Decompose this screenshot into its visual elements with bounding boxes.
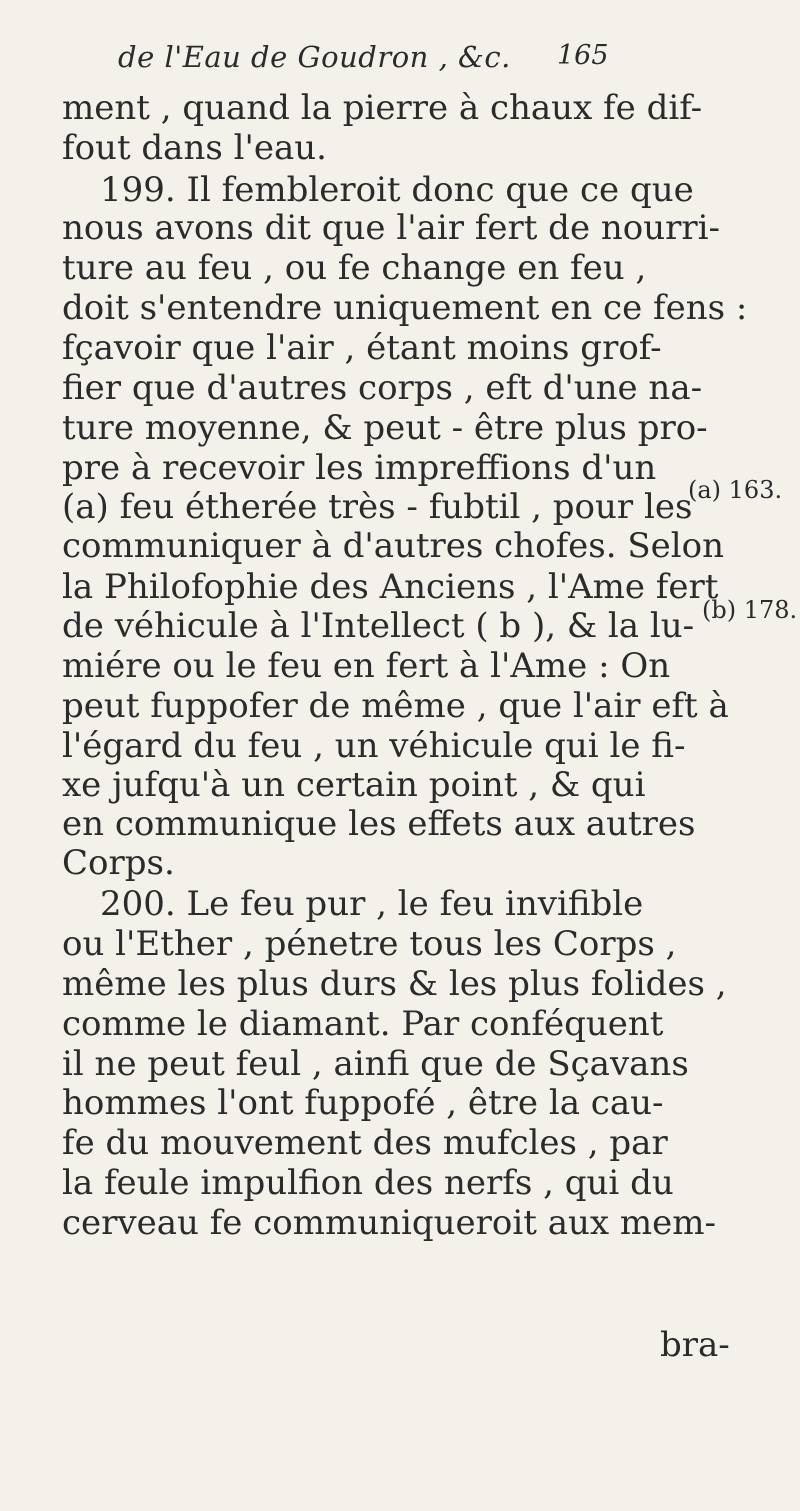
text-line: il ne peut feul , ainfi que de Sçavans (62, 1044, 689, 1084)
text-line: fe du mouvement des mufcles , par (62, 1123, 668, 1163)
text-line: ment , quand la pierre à chaux fe dif- (62, 88, 703, 128)
text-line: 200. Le feu pur , le feu invifible (100, 884, 644, 924)
text-line: ture au feu , ou fe change en feu , (62, 248, 647, 288)
text-line: doit s'entendre uniquement en ce fens : (62, 288, 748, 328)
text-line: la feule impulfion des nerfs , qui du (62, 1163, 674, 1203)
text-line: xe jufqu'à un certain point , & qui (62, 765, 646, 805)
text-line: miére ou le feu en fert à l'Ame : On (62, 646, 671, 686)
text-line: fçavoir que l'air , étant moins grof- (62, 328, 662, 368)
text-line: (a) feu étherée très - fubtil , pour les (62, 487, 693, 527)
text-line: nous avons dit que l'air fert de nourri- (62, 208, 721, 248)
text-line: peut fuppofer de même , que l'air eft à (62, 686, 729, 726)
text-line: fout dans l'eau. (62, 128, 327, 168)
page-number: 165 (557, 40, 609, 71)
text-line: en communique les effets aux autres (62, 804, 696, 844)
text-line: fier que d'autres corps , eft d'une na- (62, 368, 703, 408)
text-line: même les plus durs & les plus folides , (62, 964, 727, 1004)
text-line: de véhicule à l'Intellect ( b ), & la lu- (62, 606, 695, 646)
text-line: cerveau fe communiqueroit aux mem- (62, 1203, 716, 1243)
text-line: ou l'Ether , pénetre tous les Corps , (62, 924, 677, 964)
text-line: l'égard du feu , un véhicule qui le fi- (62, 726, 686, 766)
running-header: de l'Eau de Goudron , &c. (118, 40, 511, 74)
text-line: ture moyenne, & peut - être plus pro- (62, 408, 708, 448)
text-line: comme le diamant. Par conféquent (62, 1004, 664, 1044)
text-line: 199. Il fembleroit donc que ce que (100, 170, 694, 210)
text-line: hommes l'ont fuppofé , être la cau- (62, 1083, 664, 1123)
text-line: la Philofophie des Anciens , l'Ame fert (62, 567, 719, 607)
text-line: communiquer à d'autres chofes. Selon (62, 526, 724, 566)
text-line: Corps. (62, 843, 175, 883)
text-line: pre à recevoir les impreffions d'un (62, 448, 657, 488)
catchword: bra- (660, 1325, 730, 1365)
margin-note-b: (b) 178. (702, 596, 798, 624)
margin-note-a: (a) 163. (688, 476, 783, 504)
